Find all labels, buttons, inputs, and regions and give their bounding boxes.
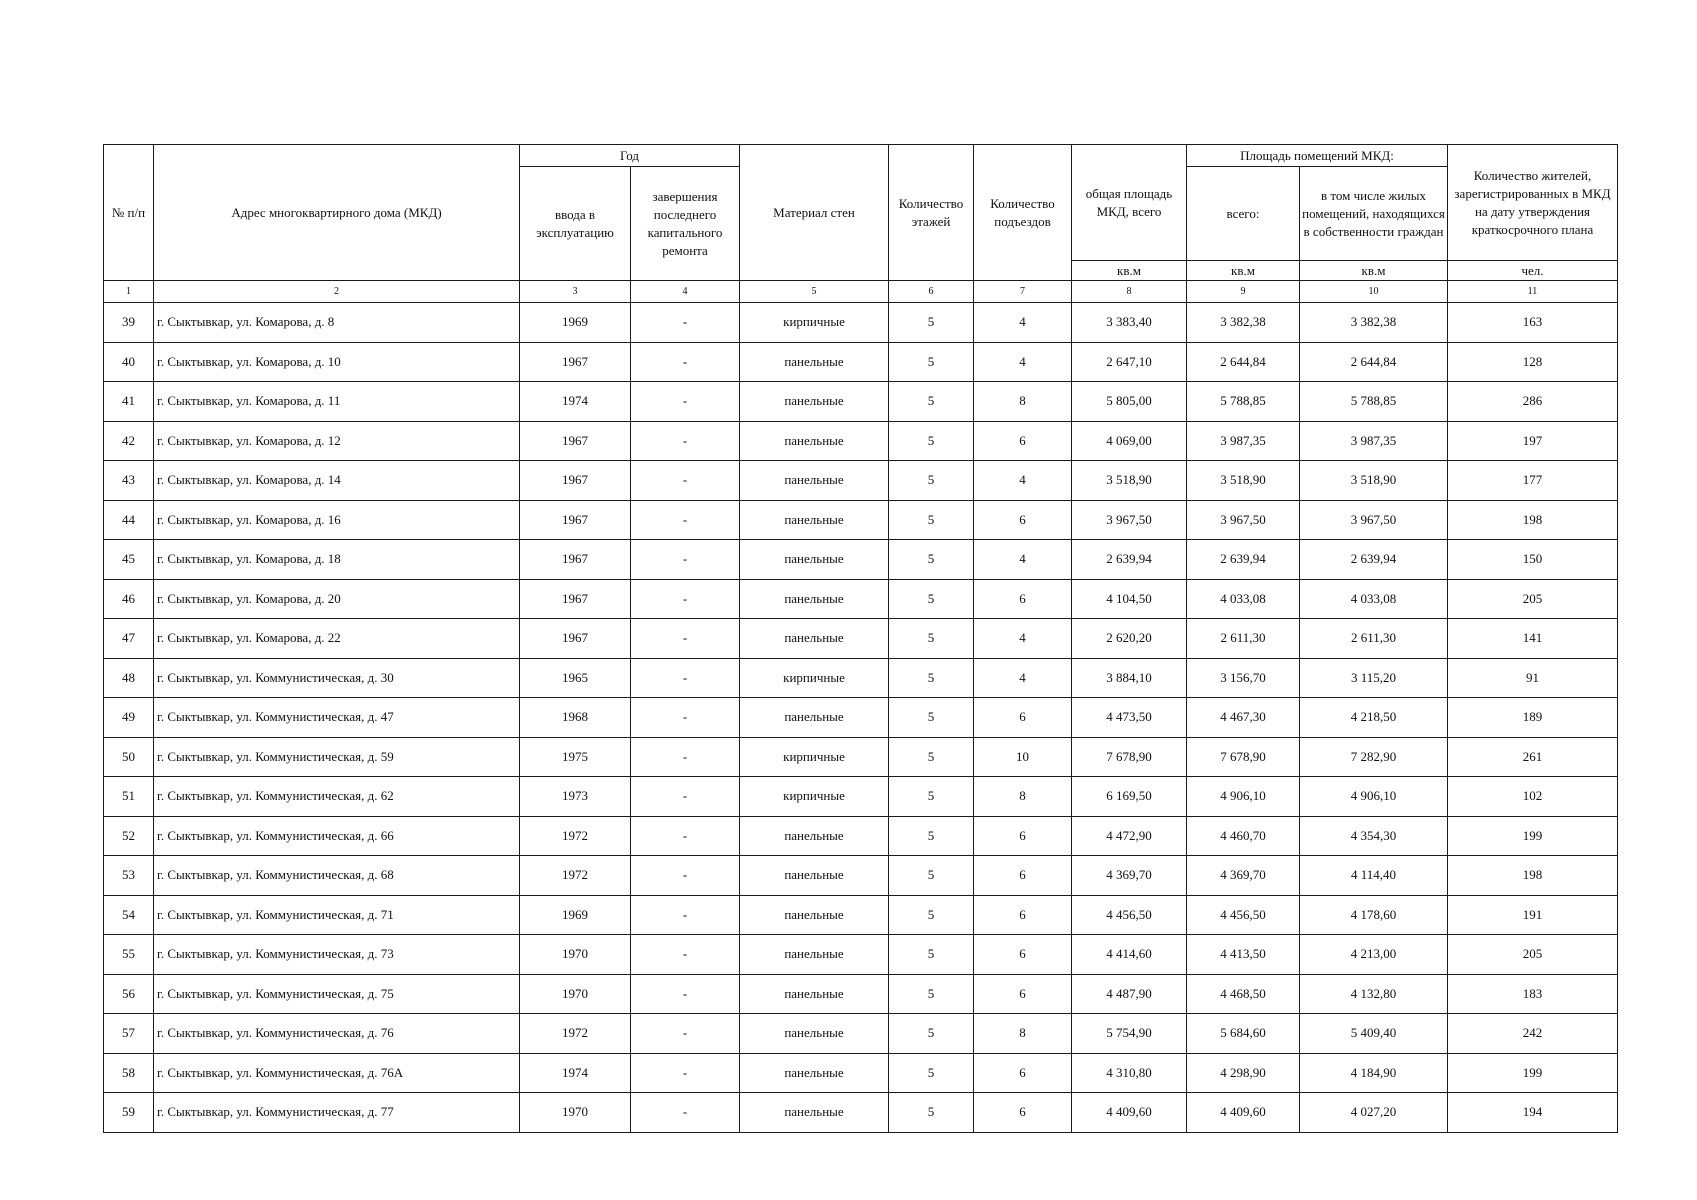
row-year-repair: - xyxy=(631,1053,740,1093)
row-year-start: 1967 xyxy=(520,619,631,659)
row-material: панельные xyxy=(740,974,889,1014)
column-number: 9 xyxy=(1187,281,1300,303)
row-total-area: 5 754,90 xyxy=(1072,1014,1187,1054)
row-floors: 5 xyxy=(889,1053,974,1093)
row-residents: 189 xyxy=(1448,698,1618,738)
row-year-start: 1968 xyxy=(520,698,631,738)
row-year-repair: - xyxy=(631,342,740,382)
row-floors: 5 xyxy=(889,1093,974,1133)
row-premises-all: 4 409,60 xyxy=(1187,1093,1300,1133)
row-material: кирпичные xyxy=(740,737,889,777)
row-number: 44 xyxy=(104,500,154,540)
row-number: 43 xyxy=(104,461,154,501)
row-year-repair: - xyxy=(631,303,740,343)
table-row xyxy=(104,658,1618,698)
row-year-start: 1972 xyxy=(520,816,631,856)
row-premises-living: 2 611,30 xyxy=(1300,619,1448,659)
row-total-area: 4 069,00 xyxy=(1072,421,1187,461)
row-year-repair: - xyxy=(631,974,740,1014)
column-number: 3 xyxy=(520,281,631,303)
row-address: г. Сыктывкар, ул. Комарова, д. 12 xyxy=(154,421,520,461)
row-premises-all: 2 639,94 xyxy=(1187,540,1300,580)
row-premises-living: 3 987,35 xyxy=(1300,421,1448,461)
row-floors: 5 xyxy=(889,1014,974,1054)
row-floors: 5 xyxy=(889,935,974,975)
row-year-start: 1967 xyxy=(520,421,631,461)
row-entrances: 8 xyxy=(974,1014,1072,1054)
row-number: 46 xyxy=(104,579,154,619)
row-number: 56 xyxy=(104,974,154,1014)
row-premises-living: 5 788,85 xyxy=(1300,382,1448,422)
row-address: г. Сыктывкар, ул. Коммунистическая, д. 59 xyxy=(154,737,520,777)
row-address: г. Сыктывкар, ул. Коммунистическая, д. 47 xyxy=(154,698,520,738)
row-entrances: 4 xyxy=(974,303,1072,343)
row-year-repair: - xyxy=(631,698,740,738)
row-entrances: 8 xyxy=(974,382,1072,422)
row-entrances: 6 xyxy=(974,856,1072,896)
row-floors: 5 xyxy=(889,303,974,343)
table-body xyxy=(104,303,1618,1133)
row-residents: 102 xyxy=(1448,777,1618,817)
row-premises-living: 4 354,30 xyxy=(1300,816,1448,856)
row-year-start: 1965 xyxy=(520,658,631,698)
row-floors: 5 xyxy=(889,342,974,382)
row-total-area: 4 310,80 xyxy=(1072,1053,1187,1093)
row-entrances: 6 xyxy=(974,935,1072,975)
row-total-area: 4 487,90 xyxy=(1072,974,1187,1014)
row-number: 58 xyxy=(104,1053,154,1093)
row-material: панельные xyxy=(740,421,889,461)
row-number: 48 xyxy=(104,658,154,698)
col-header-residents: Количество жителей, зарегистрированных в МКД на дату утверждения краткосрочного плана xyxy=(1448,145,1618,261)
row-premises-all: 3 518,90 xyxy=(1187,461,1300,501)
row-premises-all: 4 468,50 xyxy=(1187,974,1300,1014)
row-address: г. Сыктывкар, ул. Коммунистическая, д. 66 xyxy=(154,816,520,856)
row-material: кирпичные xyxy=(740,777,889,817)
row-total-area: 2 620,20 xyxy=(1072,619,1187,659)
unit-label: кв.м xyxy=(1072,261,1187,281)
row-total-area: 3 518,90 xyxy=(1072,461,1187,501)
row-year-repair: - xyxy=(631,382,740,422)
row-number: 53 xyxy=(104,856,154,896)
row-total-area: 3 967,50 xyxy=(1072,500,1187,540)
column-number: 11 xyxy=(1448,281,1618,303)
row-address: г. Сыктывкар, ул. Коммунистическая, д. 76А xyxy=(154,1053,520,1093)
row-premises-living: 5 409,40 xyxy=(1300,1014,1448,1054)
row-year-repair: - xyxy=(631,777,740,817)
row-premises-living: 3 518,90 xyxy=(1300,461,1448,501)
row-material: панельные xyxy=(740,619,889,659)
row-premises-all: 3 987,35 xyxy=(1187,421,1300,461)
row-year-repair: - xyxy=(631,500,740,540)
row-year-start: 1969 xyxy=(520,895,631,935)
row-address: г. Сыктывкар, ул. Коммунистическая, д. 68 xyxy=(154,856,520,896)
row-residents: 150 xyxy=(1448,540,1618,580)
row-residents: 141 xyxy=(1448,619,1618,659)
unit-label: кв.м xyxy=(1187,261,1300,281)
row-material: кирпичные xyxy=(740,658,889,698)
row-year-start: 1967 xyxy=(520,579,631,619)
row-material: панельные xyxy=(740,500,889,540)
col-header-premises-all: всего: xyxy=(1187,167,1300,261)
table-row xyxy=(104,737,1618,777)
row-year-start: 1973 xyxy=(520,777,631,817)
row-premises-all: 3 156,70 xyxy=(1187,658,1300,698)
row-year-repair: - xyxy=(631,816,740,856)
row-material: панельные xyxy=(740,382,889,422)
table-row xyxy=(104,698,1618,738)
row-premises-all: 4 369,70 xyxy=(1187,856,1300,896)
row-total-area: 4 104,50 xyxy=(1072,579,1187,619)
col-header-entrances: Количество подъездов xyxy=(974,145,1072,281)
table-row xyxy=(104,540,1618,580)
row-entrances: 4 xyxy=(974,540,1072,580)
row-residents: 205 xyxy=(1448,579,1618,619)
row-premises-living: 3 115,20 xyxy=(1300,658,1448,698)
row-year-start: 1967 xyxy=(520,461,631,501)
row-number: 42 xyxy=(104,421,154,461)
row-premises-living: 7 282,90 xyxy=(1300,737,1448,777)
row-residents: 198 xyxy=(1448,500,1618,540)
row-premises-living: 4 114,40 xyxy=(1300,856,1448,896)
row-residents: 197 xyxy=(1448,421,1618,461)
row-entrances: 10 xyxy=(974,737,1072,777)
row-entrances: 6 xyxy=(974,1093,1072,1133)
row-residents: 286 xyxy=(1448,382,1618,422)
row-premises-all: 7 678,90 xyxy=(1187,737,1300,777)
row-premises-living: 4 027,20 xyxy=(1300,1093,1448,1133)
row-floors: 5 xyxy=(889,500,974,540)
row-floors: 5 xyxy=(889,856,974,896)
row-year-start: 1969 xyxy=(520,303,631,343)
table-row xyxy=(104,342,1618,382)
row-premises-all: 3 382,38 xyxy=(1187,303,1300,343)
row-premises-living: 2 639,94 xyxy=(1300,540,1448,580)
row-number: 39 xyxy=(104,303,154,343)
row-residents: 163 xyxy=(1448,303,1618,343)
row-total-area: 4 409,60 xyxy=(1072,1093,1187,1133)
row-entrances: 8 xyxy=(974,777,1072,817)
row-number: 52 xyxy=(104,816,154,856)
row-premises-all: 3 967,50 xyxy=(1187,500,1300,540)
row-address: г. Сыктывкар, ул. Комарова, д. 20 xyxy=(154,579,520,619)
unit-label: кв.м xyxy=(1300,261,1448,281)
table-header xyxy=(104,145,1618,303)
row-premises-all: 2 644,84 xyxy=(1187,342,1300,382)
row-floors: 5 xyxy=(889,382,974,422)
row-year-start: 1970 xyxy=(520,935,631,975)
row-year-repair: - xyxy=(631,540,740,580)
row-year-repair: - xyxy=(631,935,740,975)
row-premises-all: 5 684,60 xyxy=(1187,1014,1300,1054)
row-total-area: 3 884,10 xyxy=(1072,658,1187,698)
row-residents: 199 xyxy=(1448,816,1618,856)
row-residents: 191 xyxy=(1448,895,1618,935)
table-row xyxy=(104,974,1618,1014)
row-residents: 261 xyxy=(1448,737,1618,777)
row-residents: 91 xyxy=(1448,658,1618,698)
col-header-premises-living: в том числе жилых помещений, находящихся в собственности граждан xyxy=(1300,167,1448,261)
table-row xyxy=(104,1053,1618,1093)
row-number: 45 xyxy=(104,540,154,580)
row-premises-all: 4 906,10 xyxy=(1187,777,1300,817)
row-address: г. Сыктывкар, ул. Коммунистическая, д. 73 xyxy=(154,935,520,975)
row-address: г. Сыктывкар, ул. Коммунистическая, д. 62 xyxy=(154,777,520,817)
row-material: панельные xyxy=(740,895,889,935)
row-address: г. Сыктывкар, ул. Коммунистическая, д. 30 xyxy=(154,658,520,698)
row-material: панельные xyxy=(740,461,889,501)
row-year-start: 1970 xyxy=(520,974,631,1014)
row-premises-all: 4 460,70 xyxy=(1187,816,1300,856)
row-material: панельные xyxy=(740,579,889,619)
row-year-repair: - xyxy=(631,1014,740,1054)
row-floors: 5 xyxy=(889,579,974,619)
row-residents: 199 xyxy=(1448,1053,1618,1093)
row-total-area: 4 369,70 xyxy=(1072,856,1187,896)
row-premises-living: 4 213,00 xyxy=(1300,935,1448,975)
row-total-area: 4 473,50 xyxy=(1072,698,1187,738)
row-premises-living: 3 967,50 xyxy=(1300,500,1448,540)
row-premises-living: 4 132,80 xyxy=(1300,974,1448,1014)
col-header-total-area: общая площадь МКД, всего xyxy=(1072,145,1187,261)
row-address: г. Сыктывкар, ул. Комарова, д. 11 xyxy=(154,382,520,422)
row-year-start: 1967 xyxy=(520,540,631,580)
row-number: 40 xyxy=(104,342,154,382)
row-year-repair: - xyxy=(631,737,740,777)
row-premises-all: 2 611,30 xyxy=(1187,619,1300,659)
row-address: г. Сыктывкар, ул. Комарова, д. 8 xyxy=(154,303,520,343)
table-row xyxy=(104,777,1618,817)
table-row xyxy=(104,856,1618,896)
row-premises-living: 3 382,38 xyxy=(1300,303,1448,343)
row-material: панельные xyxy=(740,540,889,580)
row-total-area: 5 805,00 xyxy=(1072,382,1187,422)
row-floors: 5 xyxy=(889,658,974,698)
row-year-start: 1972 xyxy=(520,856,631,896)
row-year-start: 1970 xyxy=(520,1093,631,1133)
col-header-year-repair: завершения последнего капитального ремонта xyxy=(631,167,740,281)
row-residents: 128 xyxy=(1448,342,1618,382)
row-year-repair: - xyxy=(631,619,740,659)
row-entrances: 6 xyxy=(974,500,1072,540)
row-address: г. Сыктывкар, ул. Комарова, д. 16 xyxy=(154,500,520,540)
row-total-area: 2 647,10 xyxy=(1072,342,1187,382)
row-entrances: 6 xyxy=(974,1053,1072,1093)
row-premises-all: 4 298,90 xyxy=(1187,1053,1300,1093)
unit-label: чел. xyxy=(1448,261,1618,281)
row-entrances: 4 xyxy=(974,342,1072,382)
row-address: г. Сыктывкар, ул. Комарова, д. 18 xyxy=(154,540,520,580)
table-row xyxy=(104,382,1618,422)
row-material: панельные xyxy=(740,1053,889,1093)
row-entrances: 4 xyxy=(974,658,1072,698)
row-total-area: 7 678,90 xyxy=(1072,737,1187,777)
row-floors: 5 xyxy=(889,737,974,777)
row-premises-all: 5 788,85 xyxy=(1187,382,1300,422)
row-number: 59 xyxy=(104,1093,154,1133)
row-year-repair: - xyxy=(631,658,740,698)
row-entrances: 6 xyxy=(974,579,1072,619)
column-number: 10 xyxy=(1300,281,1448,303)
row-number: 51 xyxy=(104,777,154,817)
row-year-start: 1974 xyxy=(520,1053,631,1093)
column-number: 8 xyxy=(1072,281,1187,303)
table-row xyxy=(104,895,1618,935)
row-number: 54 xyxy=(104,895,154,935)
row-number: 47 xyxy=(104,619,154,659)
table-row xyxy=(104,421,1618,461)
row-address: г. Сыктывкар, ул. Комарова, д. 14 xyxy=(154,461,520,501)
row-total-area: 4 414,60 xyxy=(1072,935,1187,975)
row-address: г. Сыктывкар, ул. Коммунистическая, д. 76 xyxy=(154,1014,520,1054)
row-residents: 205 xyxy=(1448,935,1618,975)
row-total-area: 4 456,50 xyxy=(1072,895,1187,935)
row-material: панельные xyxy=(740,342,889,382)
row-address: г. Сыктывкар, ул. Коммунистическая, д. 77 xyxy=(154,1093,520,1133)
row-address: г. Сыктывкар, ул. Коммунистическая, д. 71 xyxy=(154,895,520,935)
row-material: кирпичные xyxy=(740,303,889,343)
row-year-repair: - xyxy=(631,1093,740,1133)
row-total-area: 3 383,40 xyxy=(1072,303,1187,343)
row-premises-all: 4 467,30 xyxy=(1187,698,1300,738)
row-number: 55 xyxy=(104,935,154,975)
column-number: 6 xyxy=(889,281,974,303)
table-row xyxy=(104,816,1618,856)
row-material: панельные xyxy=(740,1014,889,1054)
row-year-start: 1975 xyxy=(520,737,631,777)
row-total-area: 2 639,94 xyxy=(1072,540,1187,580)
row-year-repair: - xyxy=(631,461,740,501)
row-premises-living: 4 906,10 xyxy=(1300,777,1448,817)
row-floors: 5 xyxy=(889,816,974,856)
row-material: панельные xyxy=(740,698,889,738)
row-residents: 177 xyxy=(1448,461,1618,501)
row-premises-living: 2 644,84 xyxy=(1300,342,1448,382)
row-residents: 194 xyxy=(1448,1093,1618,1133)
row-total-area: 6 169,50 xyxy=(1072,777,1187,817)
row-premises-living: 4 178,60 xyxy=(1300,895,1448,935)
row-year-repair: - xyxy=(631,579,740,619)
table-row xyxy=(104,500,1618,540)
column-number: 4 xyxy=(631,281,740,303)
row-year-repair: - xyxy=(631,856,740,896)
row-residents: 242 xyxy=(1448,1014,1618,1054)
row-year-repair: - xyxy=(631,895,740,935)
row-floors: 5 xyxy=(889,698,974,738)
col-header-premises-group: Площадь помещений МКД: xyxy=(1187,145,1448,167)
row-floors: 5 xyxy=(889,619,974,659)
row-floors: 5 xyxy=(889,974,974,1014)
row-material: панельные xyxy=(740,1093,889,1133)
row-floors: 5 xyxy=(889,540,974,580)
row-entrances: 4 xyxy=(974,619,1072,659)
column-number: 5 xyxy=(740,281,889,303)
col-header-material: Материал стен xyxy=(740,145,889,281)
table-row xyxy=(104,579,1618,619)
col-header-year-group: Год xyxy=(520,145,740,167)
row-premises-all: 4 413,50 xyxy=(1187,935,1300,975)
row-year-start: 1967 xyxy=(520,500,631,540)
row-floors: 5 xyxy=(889,461,974,501)
row-floors: 5 xyxy=(889,421,974,461)
table-row xyxy=(104,935,1618,975)
row-entrances: 6 xyxy=(974,421,1072,461)
row-premises-living: 4 218,50 xyxy=(1300,698,1448,738)
col-header-year-start: ввода в эксплуатацию xyxy=(520,167,631,281)
row-year-start: 1974 xyxy=(520,382,631,422)
row-premises-all: 4 456,50 xyxy=(1187,895,1300,935)
table-row xyxy=(104,303,1618,343)
row-residents: 198 xyxy=(1448,856,1618,896)
row-address: г. Сыктывкар, ул. Коммунистическая, д. 75 xyxy=(154,974,520,1014)
col-header-floors: Количество этажей xyxy=(889,145,974,281)
row-number: 50 xyxy=(104,737,154,777)
row-entrances: 4 xyxy=(974,461,1072,501)
row-entrances: 6 xyxy=(974,816,1072,856)
column-number: 2 xyxy=(154,281,520,303)
row-material: панельные xyxy=(740,935,889,975)
row-floors: 5 xyxy=(889,777,974,817)
row-premises-living: 4 033,08 xyxy=(1300,579,1448,619)
row-year-start: 1972 xyxy=(520,1014,631,1054)
col-header-address: Адрес многоквартирного дома (МКД) xyxy=(154,145,520,281)
row-residents: 183 xyxy=(1448,974,1618,1014)
row-year-repair: - xyxy=(631,421,740,461)
row-number: 49 xyxy=(104,698,154,738)
col-header-num: № п/п xyxy=(104,145,154,281)
row-entrances: 6 xyxy=(974,974,1072,1014)
table-row xyxy=(104,1014,1618,1054)
row-address: г. Сыктывкар, ул. Комарова, д. 10 xyxy=(154,342,520,382)
row-material: панельные xyxy=(740,856,889,896)
row-number: 57 xyxy=(104,1014,154,1054)
row-total-area: 4 472,90 xyxy=(1072,816,1187,856)
row-entrances: 6 xyxy=(974,698,1072,738)
row-address: г. Сыктывкар, ул. Комарова, д. 22 xyxy=(154,619,520,659)
table-row xyxy=(104,461,1618,501)
row-premises-living: 4 184,90 xyxy=(1300,1053,1448,1093)
column-number: 7 xyxy=(974,281,1072,303)
column-number-row xyxy=(104,281,1618,303)
table-row xyxy=(104,1093,1618,1133)
row-premises-all: 4 033,08 xyxy=(1187,579,1300,619)
table-row xyxy=(104,619,1618,659)
row-year-start: 1967 xyxy=(520,342,631,382)
column-number: 1 xyxy=(104,281,154,303)
row-entrances: 6 xyxy=(974,895,1072,935)
housing-table xyxy=(103,144,1618,1133)
row-floors: 5 xyxy=(889,895,974,935)
row-number: 41 xyxy=(104,382,154,422)
row-material: панельные xyxy=(740,816,889,856)
